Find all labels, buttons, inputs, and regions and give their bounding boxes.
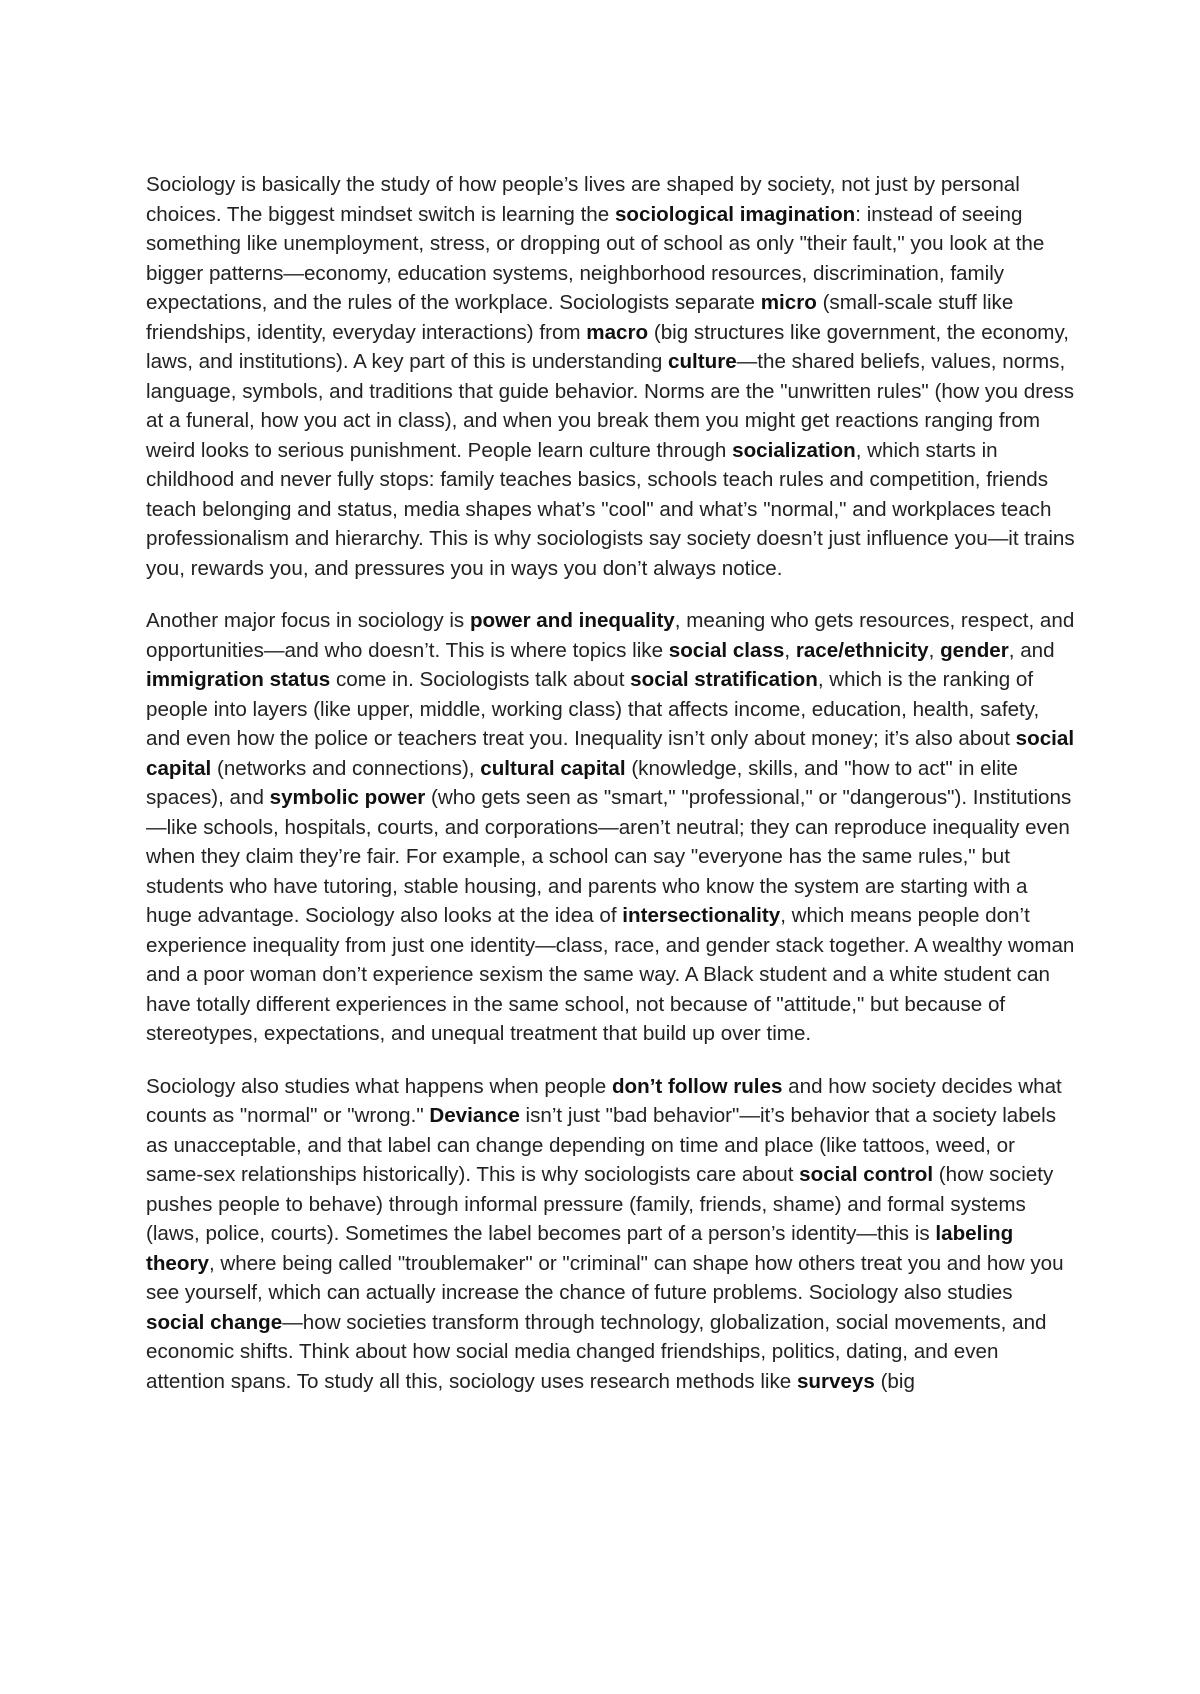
text-run: (big structures like government, the economy, laws, and institutions). A key part of this is understanding <box>146 320 1069 373</box>
text-run: , <box>928 638 941 662</box>
key-term: gender <box>940 638 1009 662</box>
key-term: cultural capital <box>480 756 626 780</box>
key-term: Deviance <box>429 1104 520 1127</box>
document-body <box>146 170 1076 1419</box>
paragraph-culture-socialization <box>146 170 1076 583</box>
text-run: —how societies transform through technology, globalization, social movements, and economic shifts. Think about how social media changed friendships, politics, dating, and even attention spans. To study all this, sociology uses research methods like <box>146 1310 1047 1393</box>
text-run: , and <box>1008 638 1055 662</box>
text-run: (networks and connections), <box>211 756 481 780</box>
key-term: immigration status <box>146 668 331 691</box>
key-term: don’t follow rules <box>611 1074 783 1098</box>
text-run: , which means people don’t experience inequality from just one identity—class, race, and gender stack together. A wealthy woman and a poor woman don’t experience sexism the same way. A Black student and a white student can have totally different experiences in the same school, not because of "attitude," but because of stereotypes, expectations, and unequal treatment that build up over time. <box>146 904 1075 1045</box>
text-run: and how society decides what counts as "normal" or "wrong." <box>146 1074 1062 1127</box>
text-run: —the shared beliefs, values, norms, language, symbols, and traditions that guide behavior. Norms are the "unwritten rules" (how you dress at a funeral, how you act in class), and when you break them you might get reactions ranging from weird looks to serious punishment. People learn culture through <box>146 350 1075 462</box>
paragraph-deviance-social-change <box>146 1072 1076 1397</box>
text-run: Another major focus in sociology is <box>146 609 470 632</box>
key-term: social class <box>668 638 785 662</box>
text-run: Sociology is basically the study of how people’s lives are shaped by society, not just by personal choices. The biggest mindset switch is learning the <box>146 173 1020 226</box>
key-term: surveys <box>796 1369 875 1393</box>
key-term: culture <box>668 350 737 373</box>
key-term: socialization <box>732 438 856 462</box>
text-run: , meaning who gets resources, respect, and opportunities—and who doesn’t. This is where topics like <box>146 609 1075 662</box>
text-run: , which is the ranking of people into layers (like upper, middle, working class) that affects income, education, health, safety, and even how the police or teachers treat you. Inequality isn’t only about money; it’s also about <box>146 668 1040 750</box>
text-run: (how society pushes people to behave) through informal pressure (family, friends, shame) and formal systems (laws, police, courts). Sometimes the label becomes part of a person’s identity—this is <box>146 1163 1054 1245</box>
key-term: race/ethnicity <box>795 638 929 662</box>
key-term: social capital <box>146 727 1075 780</box>
text-run: isn’t just "bad behavior"—it’s behavior that a society labels as unacceptable, and that label can change depending on time and place (like tattoos, weed, or same-sex relationships historically). This is why sociologists care about <box>146 1104 1057 1186</box>
key-term: intersectionality <box>622 904 781 927</box>
key-term: symbolic power <box>269 786 426 809</box>
text-run: (who gets seen as "smart," "professional," or "dangerous"). Institutions—like schools, hospitals, courts, and corporations—aren’t neutral; they can reproduce inequality even when they claim they’re fair. For example, a school can say "everyone has the same rules," but students who have tutoring, stable housing, and parents who know the system are starting with a huge advantage. Sociology also looks at the idea of <box>146 786 1072 927</box>
key-term: macro <box>586 320 649 344</box>
key-term: sociological imagination <box>614 202 856 226</box>
key-term: social stratification <box>630 668 818 691</box>
text-run: (big <box>874 1369 915 1393</box>
paragraph-power-inequality <box>146 606 1076 1049</box>
text-run: , where being called "troublemaker" or "criminal" can shape how others treat you and how you see yourself, which can actually increase the chance of future problems. Sociology also studies <box>146 1251 1064 1304</box>
text-run: , which starts in childhood and never fully stops: family teaches basics, schools teach rules and competition, friends teach belonging and status, media shapes what’s "cool" and what’s "normal," and workplaces teach professionalism and hierarchy. This is why sociologists say society doesn’t just influence you—it trains you, rewards you, and pressures you in ways you don’t always notice. <box>146 438 1075 580</box>
text-run: come in. Sociologists talk about <box>330 668 631 691</box>
text-run: Sociology also studies what happens when people <box>146 1074 612 1098</box>
text-run: (knowledge, skills, and "how to act" in elite spaces), and <box>146 756 1018 809</box>
text-run: : instead of seeing something like unemployment, stress, or dropping out of school as only "their fault," you look at the bigger patterns—economy, education systems, neighborhood resources, discrimination, family expectations, and the rules of the workplace. Sociologists separate <box>146 202 1045 314</box>
key-term: social control <box>799 1163 934 1186</box>
key-term: labeling theory <box>146 1222 1014 1275</box>
key-term: social change <box>146 1310 283 1334</box>
key-term: power and inequality <box>469 609 675 632</box>
key-term: micro <box>760 291 817 314</box>
text-run: , <box>784 638 796 662</box>
text-run: (small-scale stuff like friendships, identity, everyday interactions) from <box>146 291 1014 344</box>
